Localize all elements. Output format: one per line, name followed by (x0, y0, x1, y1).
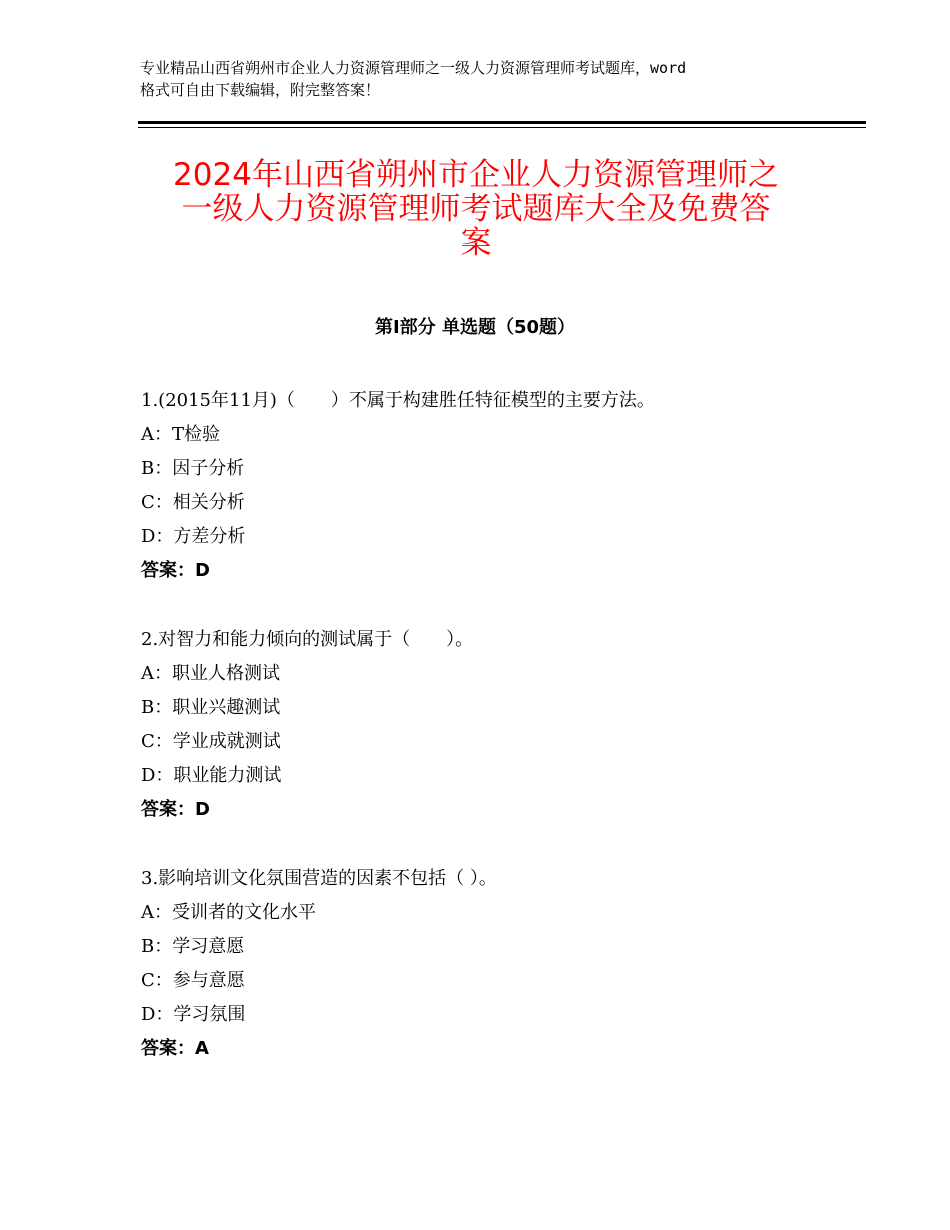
header-note (140, 57, 840, 101)
option-c: C：相关分析 (141, 492, 245, 513)
document-title (120, 158, 832, 260)
title-line-2: 一级人力资源管理师考试题库大全及免费答 (181, 191, 771, 227)
option-c: C：学业成就测试 (141, 731, 281, 752)
option-d: D：职业能力测试 (141, 765, 282, 786)
section-heading: 第Ⅰ部分 单选题（50题） (374, 317, 575, 338)
header-divider-thin (138, 127, 866, 128)
option-c: C：参与意愿 (141, 970, 245, 991)
title-line-1: 2024年山西省朔州市企业人力资源管理师之 (173, 157, 779, 193)
header-divider-thick (138, 121, 866, 124)
option-a: A：受训者的文化水平 (141, 902, 316, 923)
question-2 (141, 623, 861, 827)
answer-key: 答案：A (141, 1038, 209, 1059)
question-1 (141, 384, 861, 588)
option-b: B：学习意愿 (141, 936, 245, 957)
title-line-3: 案 (460, 225, 492, 261)
question-stem: 2.对智力和能力倾向的测试属于（ ）。 (141, 629, 474, 650)
option-b: B：职业兴趣测试 (141, 697, 281, 718)
option-a: A：T检验 (141, 424, 221, 445)
answer-key: 答案：D (141, 799, 210, 820)
header-note-line-1: 专业精品山西省朔州市企业人力资源管理师之一级人力资源管理师考试题库，word (140, 59, 687, 77)
option-a: A：职业人格测试 (141, 663, 280, 684)
option-b: B：因子分析 (141, 458, 245, 479)
question-3 (141, 862, 861, 1066)
answer-key: 答案：D (141, 560, 210, 581)
option-d: D：方差分析 (141, 526, 246, 547)
header-note-line-2: 格式可自由下载编辑，附完整答案！ (140, 81, 381, 99)
question-list (141, 384, 861, 1101)
question-stem: 1.(2015年11月)（ ）不属于构建胜任特征模型的主要方法。 (141, 390, 655, 411)
question-stem: 3.影响培训文化氛围营造的因素不包括（ ）。 (141, 868, 497, 889)
option-d: D：学习氛围 (141, 1004, 246, 1025)
